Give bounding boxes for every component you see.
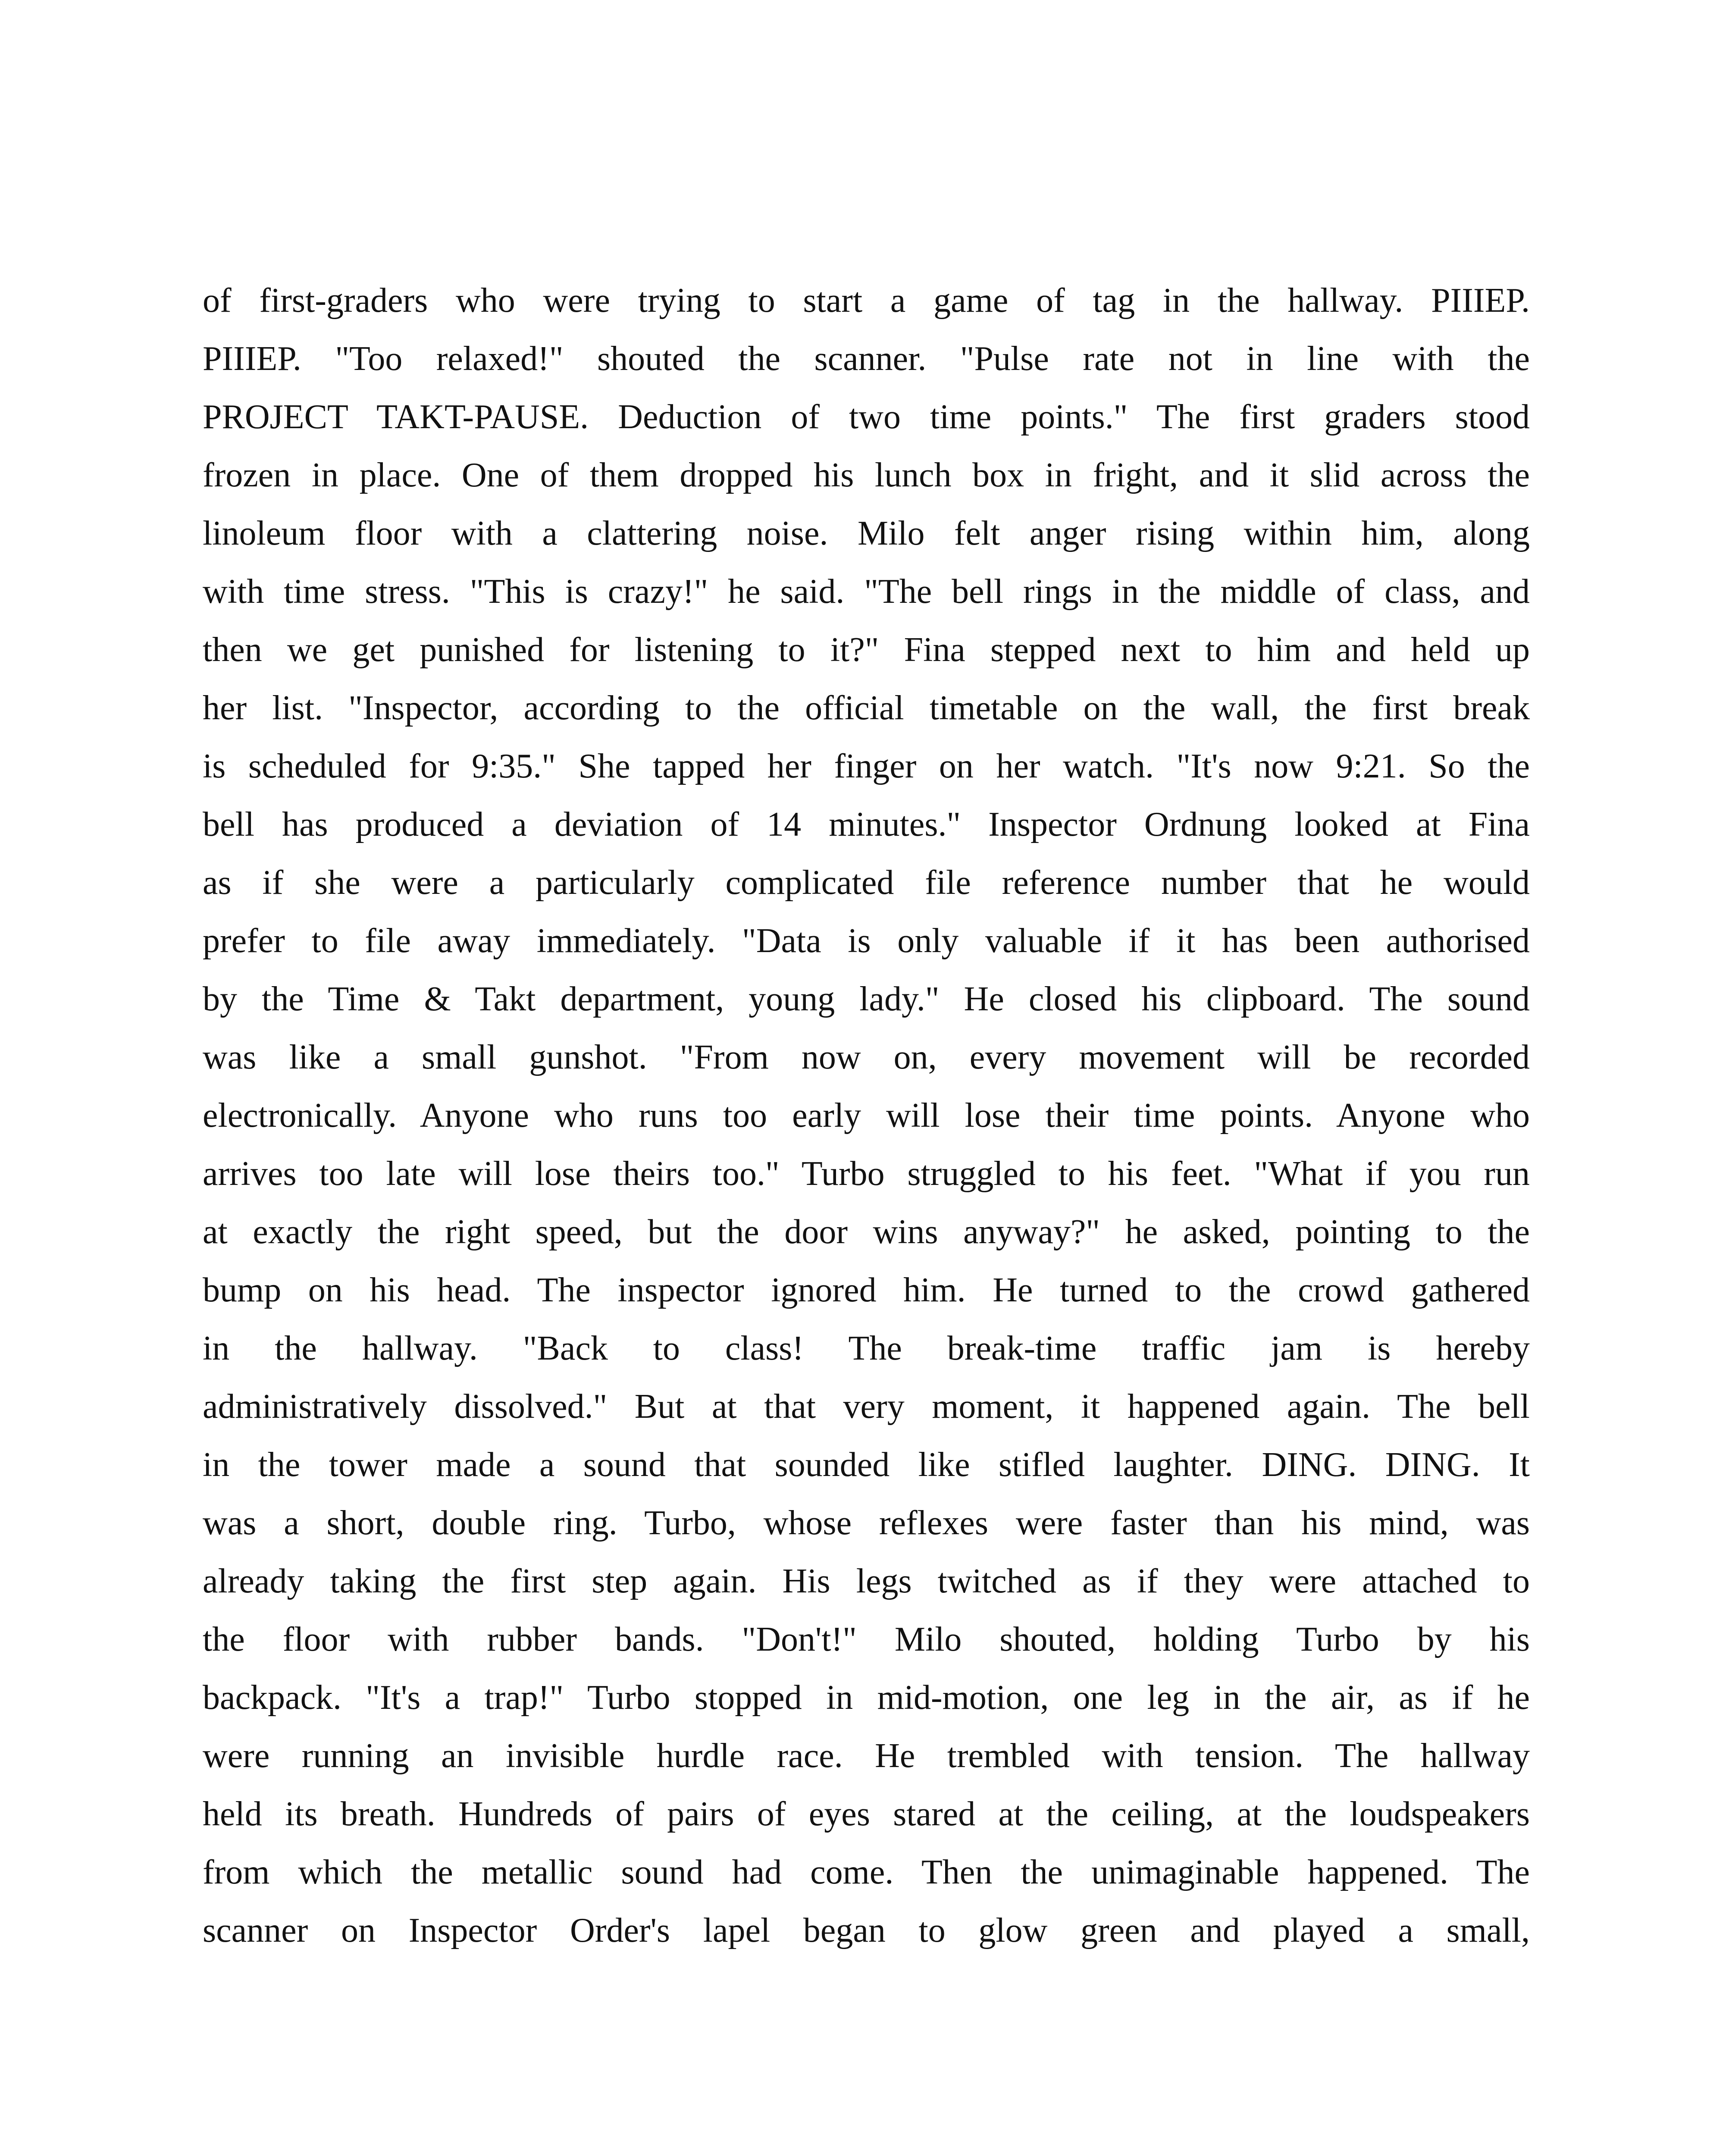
text-line: is scheduled for 9:35." She tapped her finger on her watch. "It's now 9:21. So the	[203, 747, 1530, 785]
text-line: by the Time & Takt department, young lady." He closed his clipboard. The sound	[203, 980, 1530, 1018]
body-text	[203, 272, 1530, 1960]
text-line: were running an invisible hurdle race. He trembled with tension. The hallway	[203, 1737, 1530, 1775]
text-line: linoleum floor with a clattering noise. Milo felt anger rising within him, along	[203, 514, 1530, 552]
text-line: in the hallway. "Back to class! The break-time traffic jam is hereby	[203, 1329, 1530, 1367]
text-line: was a short, double ring. Turbo, whose reflexes were faster than his mind, was	[203, 1504, 1530, 1542]
text-line: of first-graders who were trying to start a game of tag in the hallway. PIIIEP.	[203, 282, 1530, 320]
text-line: held its breath. Hundreds of pairs of eyes stared at the ceiling, at the loudspeakers	[203, 1795, 1530, 1833]
text-line: then we get punished for listening to it?" Fina stepped next to him and held up	[203, 631, 1530, 669]
text-line: prefer to file away immediately. "Data is only valuable if it has been authorised	[203, 922, 1530, 960]
text-line: PIIIEP. "Too relaxed!" shouted the scanner. "Pulse rate not in line with the	[203, 340, 1530, 378]
text-line: at exactly the right speed, but the door wins anyway?" he asked, pointing to the	[203, 1213, 1530, 1251]
text-line: electronically. Anyone who runs too early will lose their time points. Anyone who	[203, 1097, 1530, 1134]
text-line: PROJECT TAKT-PAUSE. Deduction of two time points." The first graders stood	[203, 398, 1530, 436]
text-line: was like a small gunshot. "From now on, every movement will be recorded	[203, 1038, 1530, 1076]
text-line: the floor with rubber bands. "Don't!" Milo shouted, holding Turbo by his	[203, 1620, 1530, 1658]
text-line: backpack. "It's a trap!" Turbo stopped in mid-motion, one leg in the air, as if he	[203, 1679, 1530, 1717]
text-line: frozen in place. One of them dropped his lunch box in fright, and it slid across the	[203, 456, 1530, 494]
text-line: scanner on Inspector Order's lapel began to glow green and played a small,	[203, 1912, 1530, 1949]
text-line: already taking the first step again. His legs twitched as if they were attached to	[203, 1562, 1530, 1600]
text-line: in the tower made a sound that sounded like stifled laughter. DING. DING. It	[203, 1446, 1530, 1484]
text-line: as if she were a particularly complicated file reference number that he would	[203, 864, 1530, 902]
text-line: bump on his head. The inspector ignored him. He turned to the crowd gathered	[203, 1271, 1530, 1309]
text-line: with time stress. "This is crazy!" he said. "The bell rings in the middle of class, and	[203, 573, 1530, 611]
text-line: bell has produced a deviation of 14 minutes." Inspector Ordnung looked at Fina	[203, 805, 1530, 843]
text-line: from which the metallic sound had come. Then the unimaginable happened. The	[203, 1853, 1530, 1891]
text-line: arrives too late will lose theirs too." Turbo struggled to his feet. "What if you run	[203, 1155, 1530, 1193]
text-line: administratively dissolved." But at that very moment, it happened again. The bell	[203, 1388, 1530, 1426]
text-line: her list. "Inspector, according to the official timetable on the wall, the first break	[203, 689, 1530, 727]
